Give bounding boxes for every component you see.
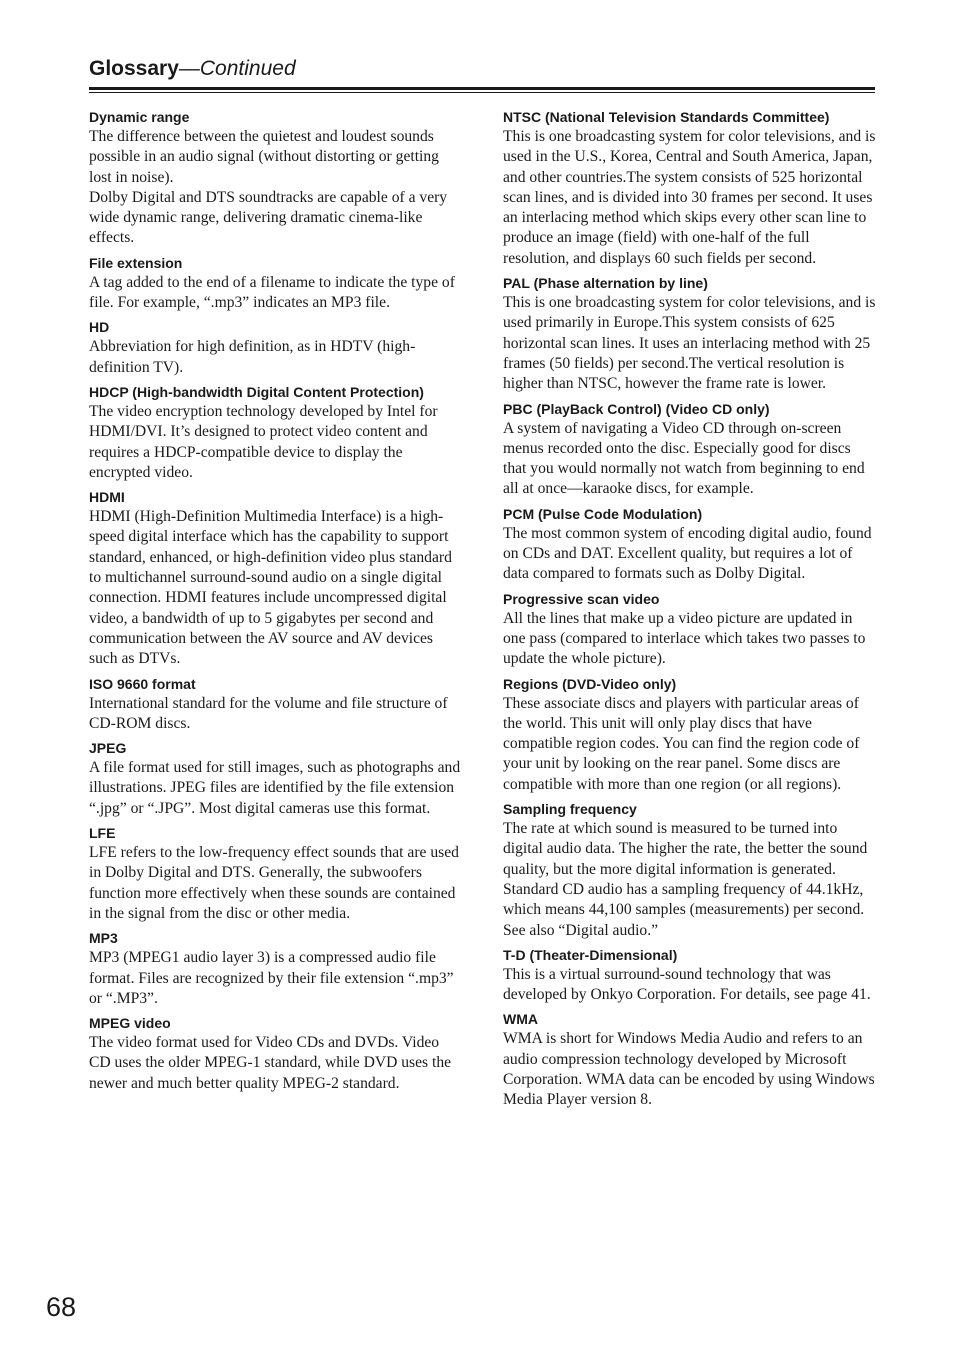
glossary-definition: A system of navigating a Video CD through on-screen menus recorded onto the disc. Especially good for discs that you would normally not watch from beginning to end all at once—karaoke discs, for example. bbox=[503, 419, 865, 498]
page-title-main: Glossary bbox=[89, 57, 179, 80]
glossary-definition: HDMI (High-Definition Multimedia Interface) is a high-speed digital interface which has the capability to support standard, enhanced, or high-definition video plus standard to multichannel surround-sound audio on a single digital connection. HDMI features include uncompressed digital video, a bandwidth of up to 5 gigabytes per second and communication between the AV source and AV devices such as DTVs. bbox=[89, 508, 452, 668]
glossary-entry bbox=[503, 800, 877, 941]
glossary-entry bbox=[89, 1014, 463, 1094]
glossary-definition: Dolby Digital and DTS soundtracks are capable of a very wide dynamic range, delivering dramatic cinema-like effects. bbox=[89, 188, 448, 247]
glossary-entry bbox=[503, 108, 877, 269]
glossary-definition: International standard for the volume and file structure of CD-ROM discs. bbox=[89, 694, 448, 732]
glossary-definition: This is one broadcasting system for color televisions, and is used in the U.S., Korea, Central and South America, Japan, and other countries.The system consists of 525 horizontal scan lines, and is divided into 30 frames per second. It uses an interlacing method which skips every other scan line to produce an image (field) with one-half of the full resolution, and displays 60 such fields per second. bbox=[503, 128, 876, 267]
glossary-entry bbox=[503, 505, 877, 585]
glossary-entry bbox=[503, 590, 877, 670]
glossary-entry bbox=[503, 274, 877, 394]
glossary-definition: This is one broadcasting system for color televisions, and is used primarily in Europe.This system consists of 625 horizontal scan lines. It uses an interlacing method with 25 frames (50 fields) per second.The vertical resolution is higher than NTSC, however the frame rate is lower. bbox=[503, 294, 876, 393]
glossary-definition: The difference between the quietest and loudest sounds possible in an audio signal (without distorting or getting lost in noise). bbox=[89, 128, 439, 186]
page-title-continued: —Continued bbox=[178, 57, 296, 80]
glossary-column-left bbox=[89, 108, 463, 1099]
page-title bbox=[89, 54, 875, 84]
glossary-entry bbox=[89, 675, 463, 735]
glossary-entry bbox=[89, 488, 463, 669]
glossary-entry bbox=[503, 946, 877, 1006]
glossary-term: MPEG video bbox=[89, 1015, 171, 1032]
glossary-term: JPEG bbox=[89, 740, 127, 757]
glossary-term: HD bbox=[89, 319, 110, 336]
glossary-entry bbox=[89, 108, 463, 249]
glossary-term: HDCP (High-bandwidth Digital Content Protection) bbox=[89, 383, 424, 400]
header-rule-thin bbox=[89, 92, 875, 93]
glossary-term: PCM (Pulse Code Modulation) bbox=[503, 505, 703, 522]
glossary-term: T-D (Theater-Dimensional) bbox=[503, 946, 678, 963]
glossary-entry bbox=[89, 318, 463, 378]
glossary-term: PBC (PlayBack Control) (Video CD only) bbox=[503, 400, 770, 417]
glossary-definition: These associate discs and players with particular areas of the world. This unit will only play discs that have compatible region codes. You can find the region code of your unit by looking on the rear panel. Some discs are compatible with more than one region (or all regions). bbox=[503, 694, 860, 793]
page-header bbox=[89, 54, 875, 84]
glossary-term: Regions (DVD-Video only) bbox=[503, 675, 677, 692]
glossary-term: Progressive scan video bbox=[503, 590, 660, 607]
glossary-definition: All the lines that make up a video picture are updated in one pass (compared to interlace which takes two passes to update the whole picture). bbox=[503, 609, 866, 668]
glossary-entry bbox=[503, 400, 877, 500]
glossary-term: LFE bbox=[89, 825, 116, 842]
glossary-term: ISO 9660 format bbox=[89, 675, 196, 692]
glossary-definition: LFE refers to the low-frequency effect sounds that are used in Dolby Digital and DTS. Generally, the subwoofers function more effectively when these sounds are contained in the signal from the disc or other media. bbox=[89, 844, 459, 922]
header-rule-thick bbox=[89, 87, 875, 90]
glossary-definition: The most common system of encoding digital audio, found on CDs and DAT. Excellent quality, but requires a lot of data compared to formats such as Dolby Digital. bbox=[503, 524, 872, 583]
glossary-term: Dynamic range bbox=[89, 109, 190, 125]
glossary-term: HDMI bbox=[89, 489, 125, 506]
glossary-term: Sampling frequency bbox=[503, 801, 637, 818]
glossary-entry bbox=[89, 824, 463, 924]
glossary-definition: MP3 (MPEG1 audio layer 3) is a compressed audio file format. Files are recognized by their file extension “.mp3” or “.MP3”. bbox=[89, 949, 454, 1007]
glossary-definition: The video format used for Video CDs and DVDs. Video CD uses the older MPEG-1 standard, while DVD uses the newer and much better quality MPEG-2 standard. bbox=[89, 1034, 452, 1092]
glossary-column-right bbox=[503, 108, 877, 1116]
glossary-entry bbox=[89, 254, 463, 314]
glossary-definition: A tag added to the end of a filename to indicate the type of file. For example, “.mp3” indicates an MP3 file. bbox=[89, 273, 455, 312]
glossary-term: File extension bbox=[89, 254, 183, 271]
glossary-term: NTSC (National Television Standards Committee) bbox=[503, 109, 830, 125]
glossary-term: WMA bbox=[503, 1011, 538, 1028]
glossary-definition: The video encryption technology developed by Intel for HDMI/DVI. It’s designed to protect video content and requires a HDCP-compatible device to display the encrypted video. bbox=[89, 402, 438, 481]
glossary-definition: WMA is short for Windows Media Audio and refers to an audio compression technology developed by Microsoft Corporation. WMA data can be encoded by using Windows Media Player version 8. bbox=[503, 1030, 875, 1109]
page-number: 68 bbox=[46, 1292, 77, 1322]
glossary-definition: This is a virtual surround-sound technology that was developed by Onkyo Corporation. For details, see page 41. bbox=[503, 965, 871, 1004]
glossary-term: MP3 bbox=[89, 930, 118, 947]
glossary-entry bbox=[503, 1010, 877, 1110]
glossary-definition: A file format used for still images, such as photographs and illustrations. JPEG files are identified by the file extension “.jpg” or “.JPG”. Most digital cameras use this format. bbox=[89, 759, 461, 817]
glossary-entry bbox=[503, 675, 877, 795]
glossary-definition: The rate at which sound is measured to be turned into digital audio data. The higher the rate, the better the sound quality, but the more digital information is generated. Standard CD audio has a sampling frequency of 44.1kHz, which means 44,100 samples (measurements) per second. See also “Digital audio.” bbox=[503, 820, 868, 939]
glossary-entry bbox=[89, 929, 463, 1009]
glossary-entry bbox=[89, 383, 463, 483]
glossary-definition: Abbreviation for high definition, as in HDTV (high-definition TV). bbox=[89, 338, 416, 376]
glossary-entry bbox=[89, 739, 463, 819]
glossary-term: PAL (Phase alternation by line) bbox=[503, 275, 708, 292]
